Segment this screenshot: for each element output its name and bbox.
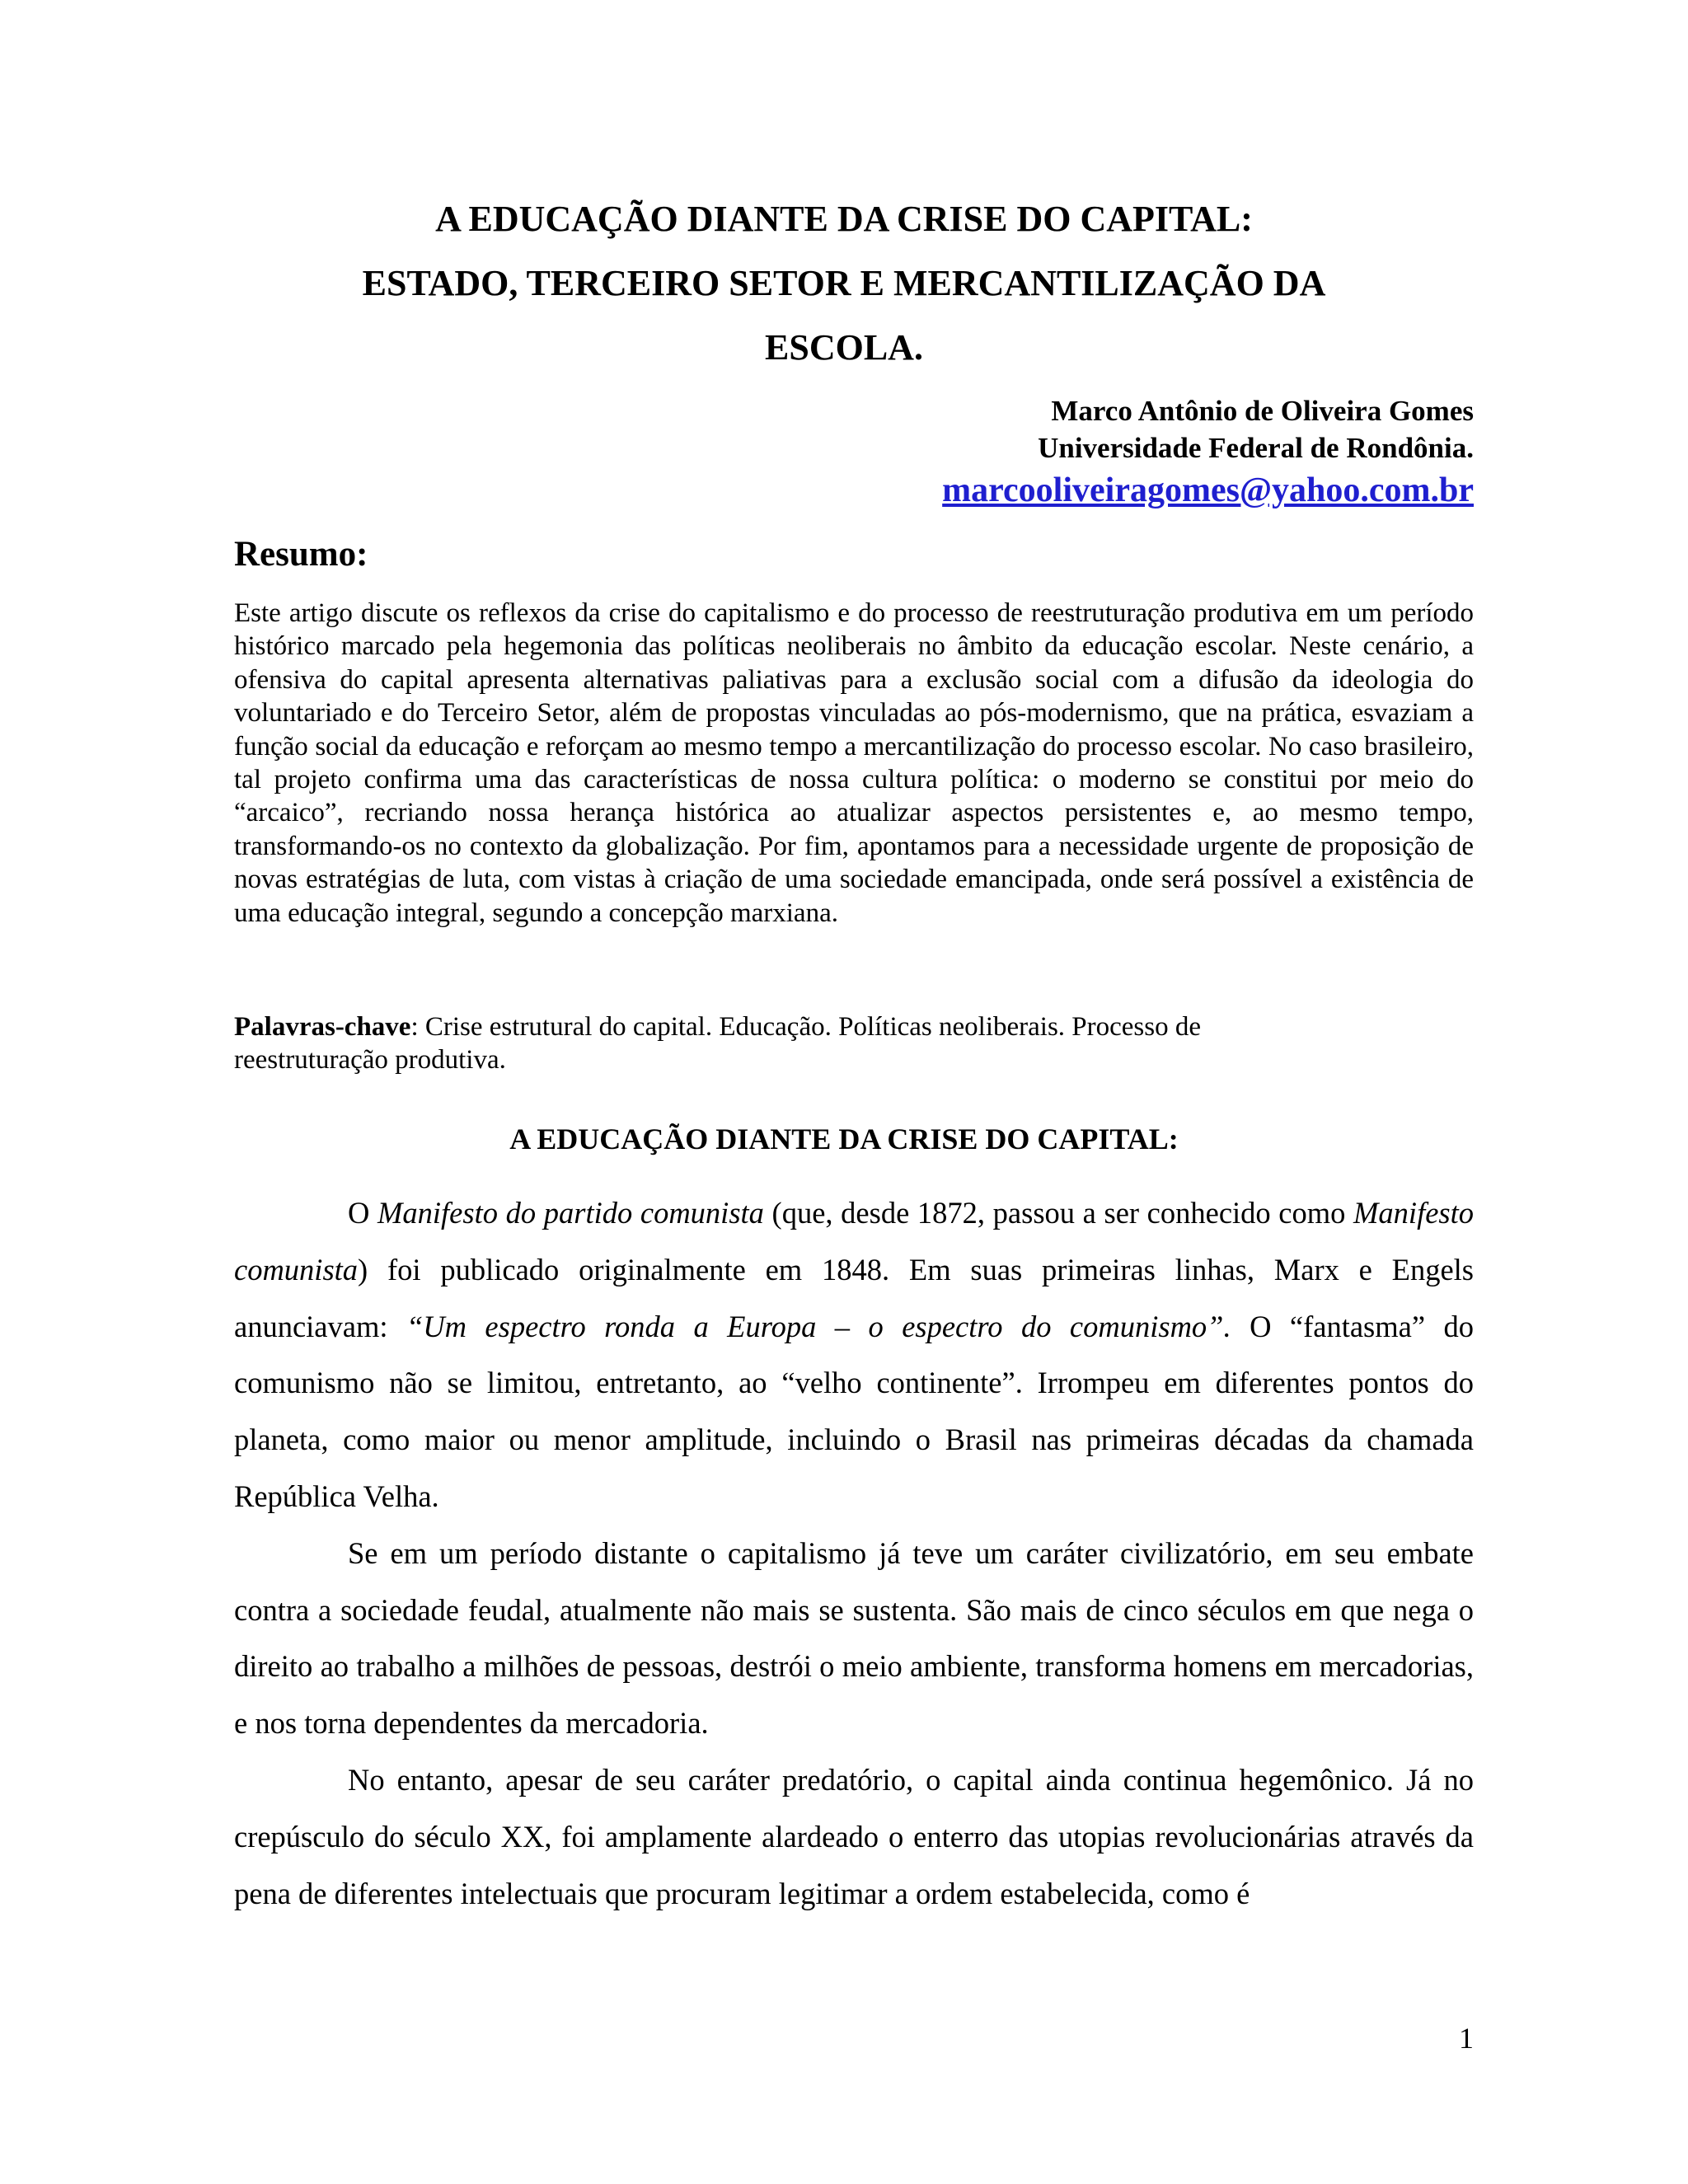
author-name: Marco Antônio de Oliveira Gomes	[1051, 395, 1474, 427]
abstract-text: Este artigo discute os reflexos da crise do capitalismo e do processo de reestruturação produtiva em um período histórico marcado pela hegemonia das políticas neoliberais no âmbito da educação escolar. Neste cenário, a ofensiva do capital apresenta alternativas paliativas para a exclusão social com a difusão da ideologia do voluntariado e do Terceiro Setor, além de propostas vinculadas ao pós-modernismo, que na prática, esvaziam a função social da educação e reforçam ao mesmo tempo a mercantilização do processo escolar. No caso brasileiro, tal projeto confirma uma das características de nossa cultura política: o moderno se constitui por meio do “arcaico”, recriando nossa herança histórica ao atualizar aspectos persistentes e, ao mesmo tempo, transformando-os no contexto da globalização. Por fim, apontamos para a necessidade urgente de proposição de novas estratégias de luta, com vistas à criação de uma sociedade emancipada, onde será possível a existência de uma educação integral, segundo a concepção marxiana.	[234, 598, 1474, 928]
p1-italic-2: Manifesto comunista	[234, 1196, 1475, 1286]
page-number: 1	[1459, 2022, 1474, 2055]
p1-text-3: ) foi publicado originalmente em 1848. Em suas primeiras linhas, Marx e Engels anunciavam:	[234, 1252, 1474, 1343]
body-paragraph-3: No entanto, apesar de seu caráter predatório, o capital ainda continua hegemônico. Já no crepúsculo do século XX, foi amplamente alardeado o enterro das utopias revolucionárias através da pena de diferentes intelectuais que procuram legitimar a ordem estabelecida, como é	[234, 1762, 1474, 1910]
p1-text-1: O	[348, 1196, 377, 1230]
author-email-link[interactable]: marcooliveiragomes@yahoo.com.br	[942, 471, 1474, 509]
keywords	[234, 1010, 1474, 1077]
keywords-separator: :	[410, 1012, 419, 1042]
body-text	[234, 1185, 1474, 1922]
p1-text-2: (que, desde 1872, passou a ser conhecido como	[763, 1196, 1354, 1230]
title-line-1: A EDUCAÇÃO DIANTE DA CRISE DO CAPITAL:	[435, 199, 1253, 239]
keywords-line-1: Crise estrutural do capital. Educação. Políticas neoliberais. Processo de	[418, 1012, 1202, 1042]
keywords-label: Palavras-chave	[234, 1012, 411, 1042]
p1-text-4: O “fantasma” do comunismo não se limitou, entretanto, ao “velho continente”. Irrompeu em diferentes pontos do planeta, como maior ou menor amplitude, incluindo o Brasil nas primeiras décadas da chamada República Velha.	[234, 1309, 1474, 1513]
body-paragraph-2: Se em um período distante o capitalismo já teve um caráter civilizatório, em seu embate contra a sociedade feudal, atualmente não mais se sustenta. São mais de cinco séculos em que nega o direito ao trabalho a milhões de pessoas, destrói o meio ambiente, transforma homens em mercadorias, e nos torna dependentes da mercadoria.	[234, 1535, 1474, 1741]
title-line-2: ESTADO, TERCEIRO SETOR E MERCANTILIZAÇÃO DA	[362, 263, 1326, 303]
title-line-3: ESCOLA.	[765, 327, 923, 368]
section-heading: A EDUCAÇÃO DIANTE DA CRISE DO CAPITAL:	[509, 1122, 1179, 1155]
keywords-line-2: reestruturação produtiva.	[234, 1045, 506, 1076]
p1-italic-3: “Um espectro ronda a Europa – o espectro do comunismo”.	[406, 1309, 1231, 1343]
p1-italic-1: Manifesto do partido comunista	[377, 1196, 764, 1230]
author-affiliation: Universidade Federal de Rondônia.	[1038, 432, 1474, 464]
abstract-heading: Resumo:	[234, 535, 368, 574]
body-paragraph-1	[234, 1185, 1474, 1526]
